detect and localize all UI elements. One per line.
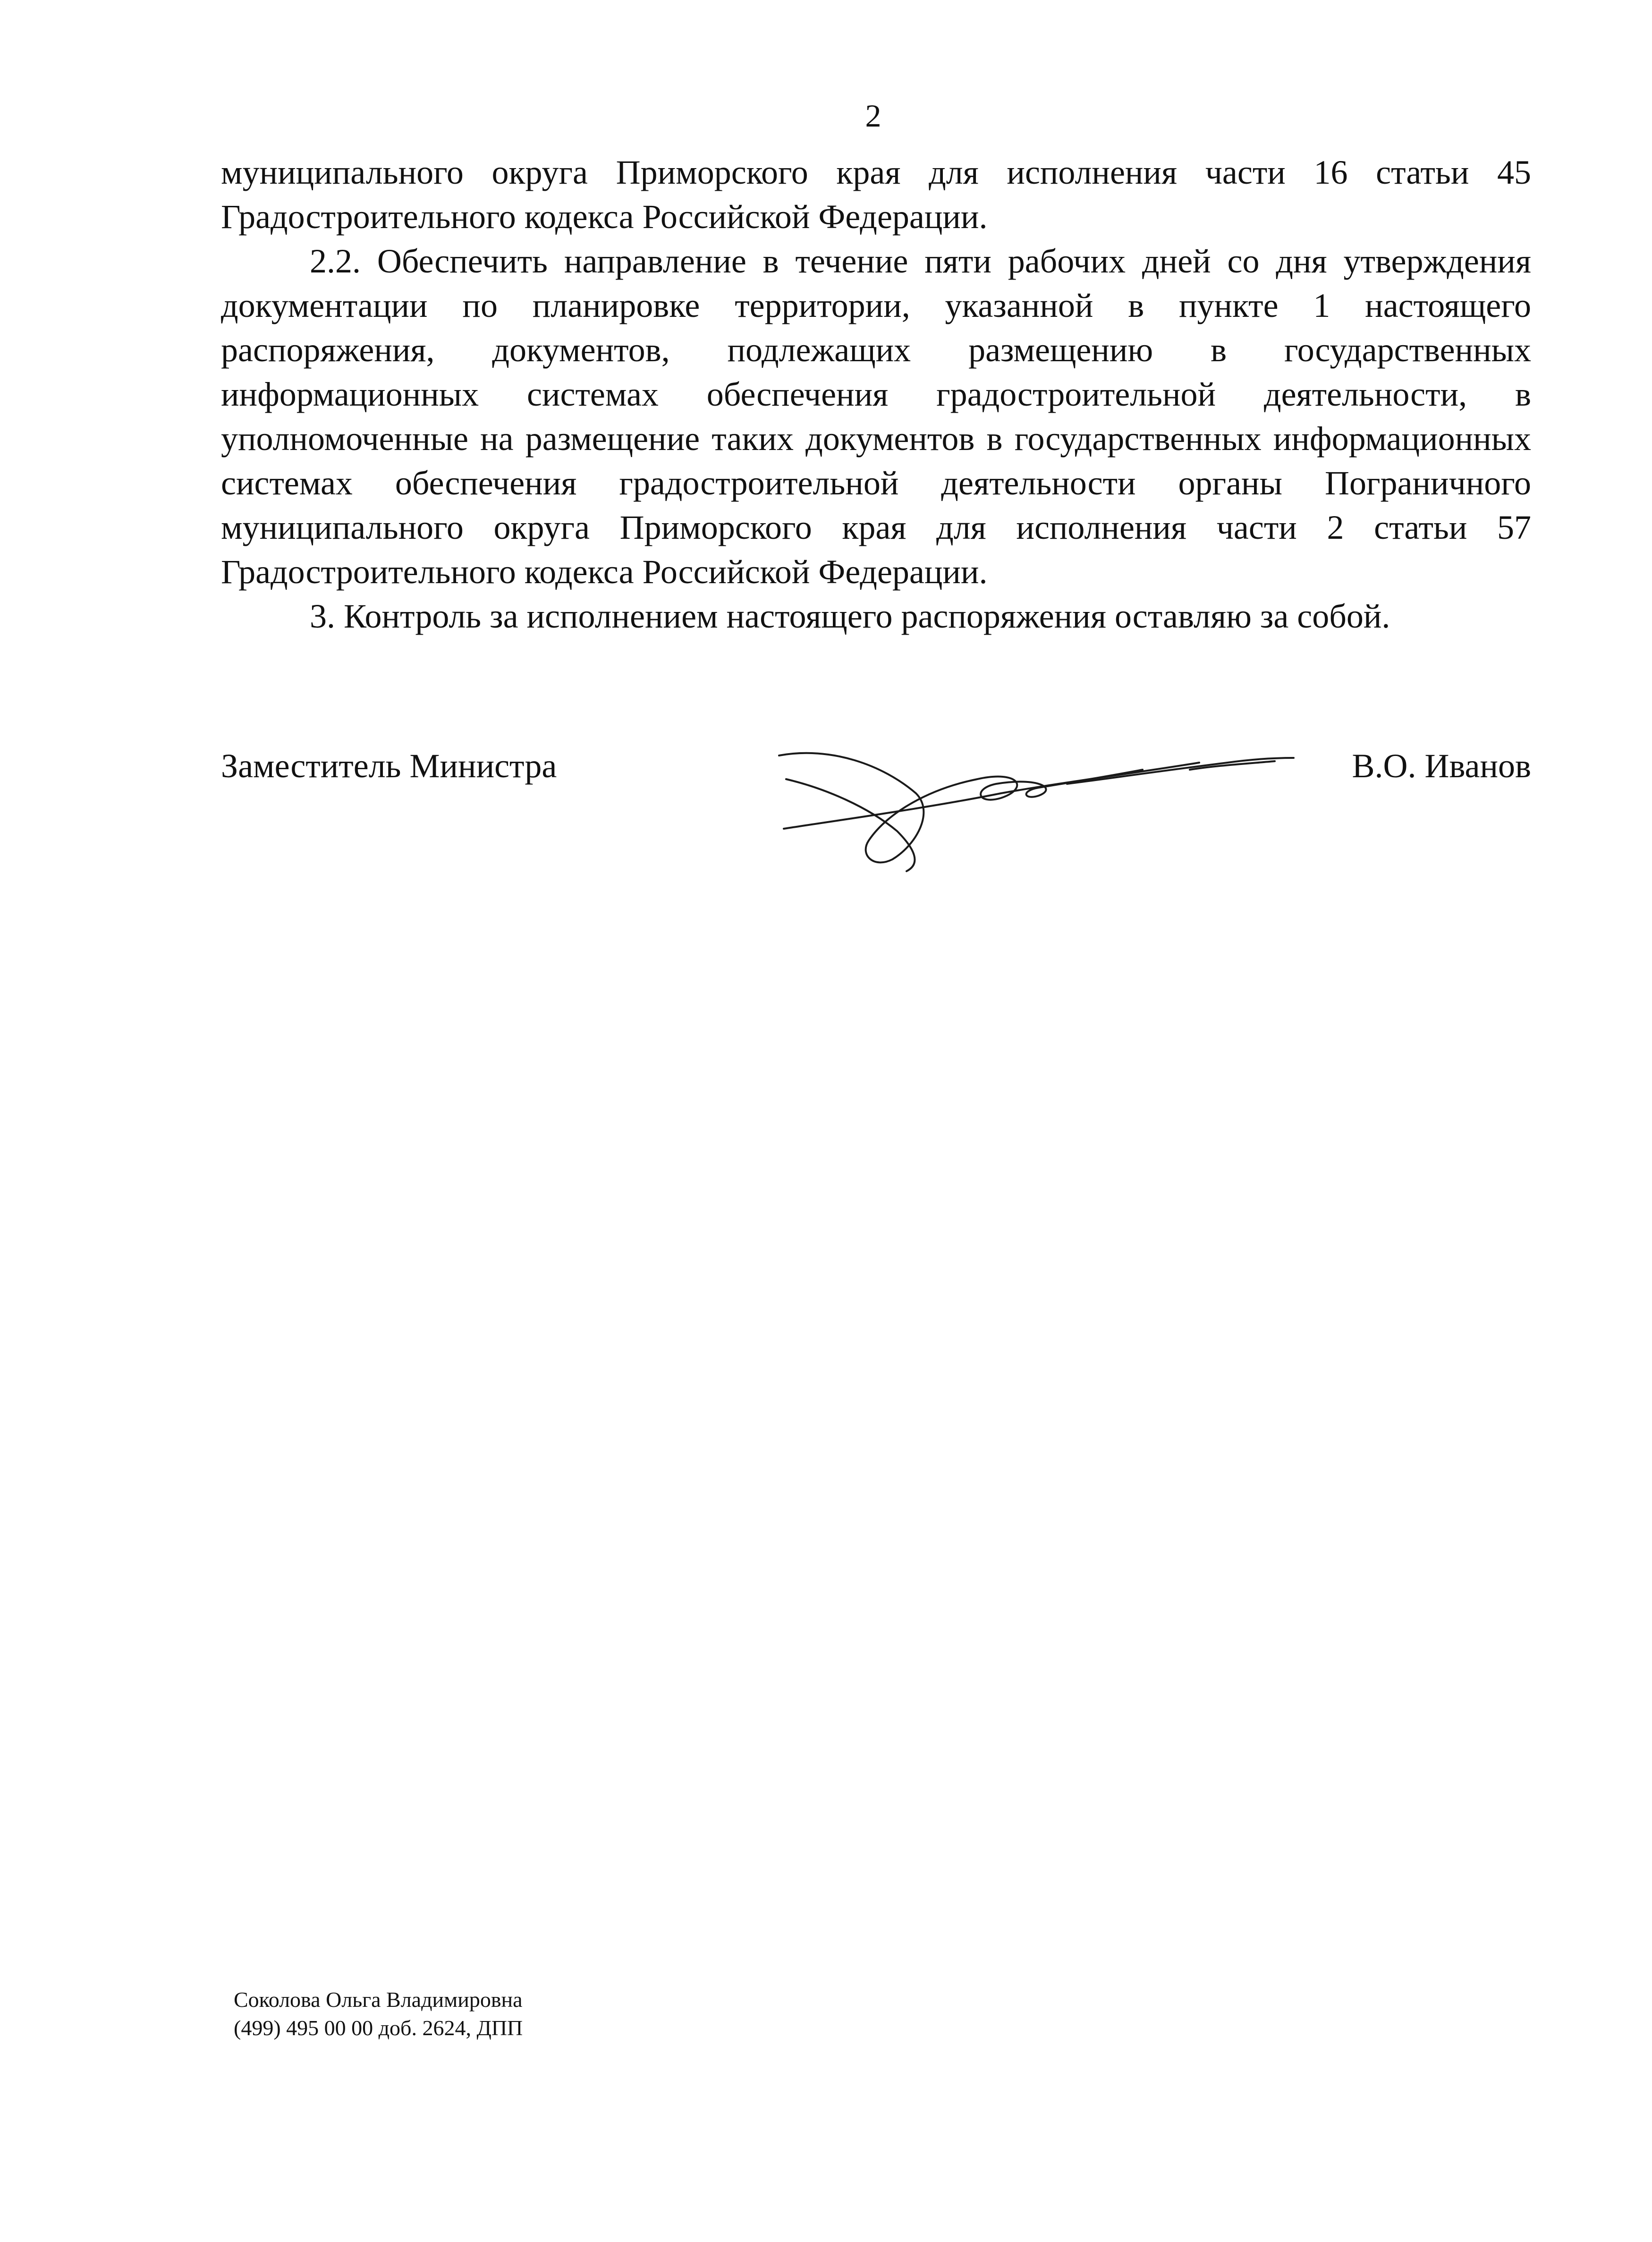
paragraph-continuation: муниципального округа Приморского края для исполнения части 16 статьи 45 Градостроительного кодекса Российской Федерации. <box>221 153 1531 236</box>
executor-name: Соколова Ольга Владимировна <box>234 1987 523 2012</box>
paragraph-3: 3. Контроль за исполнением настоящего распоряжения оставляю за собой. <box>310 597 1390 635</box>
signatory-name: В.О. Иванов <box>1352 747 1531 785</box>
page-number: 2 <box>865 98 881 134</box>
paragraph-2-2: 2.2. Обеспечить направление в течение пяти рабочих дней со дня утверждения документации по планировке территории, указанной в пункте 1 настоящего распоряжения, документов, подлежащих размещению в государственных информационных системах обеспечения градостроительной деятельности, в уполномоченные на размещение таких документов в государственных информационных системах обеспечения градостроительной деятельности органы Пограничного муниципального округа Приморского края для исполнения части 2 статьи 57 Градостроительного кодекса Российской Федерации. <box>221 242 1531 591</box>
executor-contact: (499) 495 00 00 доб. 2624, ДПП <box>234 2016 523 2040</box>
document-body <box>221 150 1531 638</box>
executor-info <box>234 1986 523 2042</box>
signatory-position: Заместитель Министра <box>221 747 557 785</box>
handwritten-signature <box>774 737 1355 878</box>
